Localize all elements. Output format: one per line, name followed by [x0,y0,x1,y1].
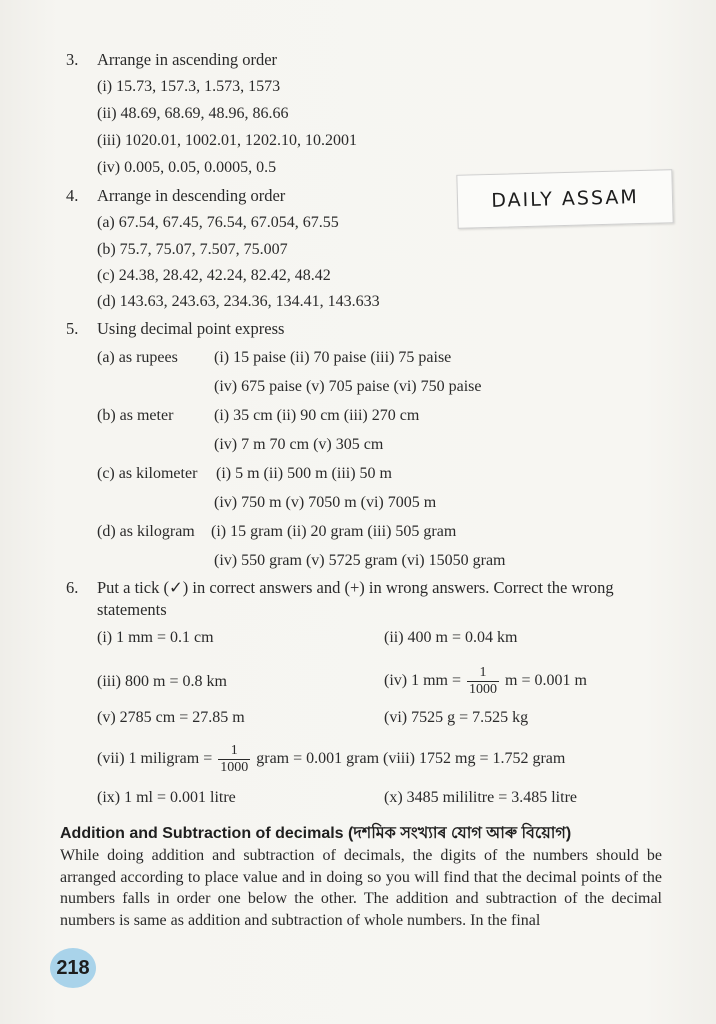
q3-item: (ii) 48.69, 68.69, 48.96, 86.66 [97,105,289,122]
q6-item-ii: (ii) 400 m = 0.04 km [384,629,518,646]
q5-group-label: (b) as meter [97,407,174,424]
q5-group-line: (i) 35 cm (ii) 90 cm (iii) 270 cm [214,407,420,424]
watermark-stamp: DAILY ASSAM [456,169,673,229]
section-paragraph: While doing addition and subtraction of decimals, the digits of the numbers should be arranged according to place value and in doing so you will find that the decimal points of the numbers falls in order one below the other. The addition and subtraction of the decimal numbers is same as addition and subtraction of whole numbers. In the final [60,847,662,929]
q3-number: 3. [66,50,79,69]
q4-item: (d) 143.63, 243.63, 234.36, 134.41, 143.633 [97,293,380,310]
q5-group-label: (c) as kilometer [97,465,198,482]
q5-group-label: (d) as kilogram [97,523,195,540]
q6-item-x: (x) 3485 mililitre = 3.485 litre [384,789,577,806]
q3-title: Arrange in ascending order [97,50,278,69]
q5-group-line: (i) 15 gram (ii) 20 gram (iii) 505 gram [211,523,457,540]
q4-item: (b) 75.7, 75.07, 7.507, 75.007 [97,241,288,258]
fraction-numerator: 1 [218,743,250,760]
q5-group-line: (i) 5 m (ii) 500 m (iii) 50 m [216,465,392,482]
fraction-denominator: 1000 [469,681,498,697]
q5-group-line: (i) 15 paise (ii) 70 paise (iii) 75 paise [214,349,452,366]
q6-item-iii: (iii) 800 m = 0.8 km [97,673,227,690]
q4-title: Arrange in descending order [97,186,286,205]
q6-title-cont: statements [97,600,167,619]
q5-title: Using decimal point express [97,319,285,338]
q5-group-line: (iv) 750 m (v) 7050 m (vi) 7005 m [214,494,437,511]
q5-group-line: (iv) 7 m 70 cm (v) 305 cm [214,436,384,453]
section-heading: Addition and Subtraction of decimals (দশমিক সংখ্যাৰ যোগ আৰু বিয়োগ) [60,825,572,842]
q6-item-vii-viii [97,738,565,780]
fraction-denominator: 1000 [220,759,249,775]
q3-item: (iv) 0.005, 0.05, 0.0005, 0.5 [97,159,277,176]
fraction-numerator: 1 [467,665,499,682]
q5-number: 5. [66,319,79,338]
q3-item: (iii) 1020.01, 1002.01, 1202.10, 10.2001 [97,132,357,149]
q6-iv-right: m = 0.001 m [505,672,587,689]
q6-number: 6. [66,578,79,597]
q6-item-v: (v) 2785 cm = 27.85 m [97,709,245,726]
q5-group-label: (a) as rupees [97,349,178,366]
q6-iv-left: (iv) 1 mm = [384,672,462,689]
fraction [218,743,250,776]
q3-item: (i) 15.73, 157.3, 1.573, 1573 [97,78,281,95]
page-number: 218 [56,956,90,979]
fraction [467,665,499,698]
q6-item-i: (i) 1 mm = 0.1 cm [97,629,214,646]
q4-number: 4. [66,186,79,205]
q6-title: Put a tick (✓) in correct answers and (+) in wrong answers. Correct the wrong [97,578,614,597]
q6-vii-left: (vii) 1 miligram = [97,750,213,767]
q6-item-ix: (ix) 1 ml = 0.001 litre [97,789,236,806]
q5-group-line: (iv) 550 gram (v) 5725 gram (vi) 15050 gram [214,552,506,569]
q5-group-line: (iv) 675 paise (v) 705 paise (vi) 750 paise [214,378,482,395]
page-number-badge [50,948,96,988]
q6-item-vi: (vi) 7525 g = 7.525 kg [384,709,529,726]
q4-item: (a) 67.54, 67.45, 76.54, 67.054, 67.55 [97,214,339,231]
q6-item-iv [384,660,587,702]
q6-vii-right: gram = 0.001 gram (viii) 1752 mg = 1.752 gram [256,750,566,767]
q4-item: (c) 24.38, 28.42, 42.24, 82.42, 48.42 [97,267,331,284]
